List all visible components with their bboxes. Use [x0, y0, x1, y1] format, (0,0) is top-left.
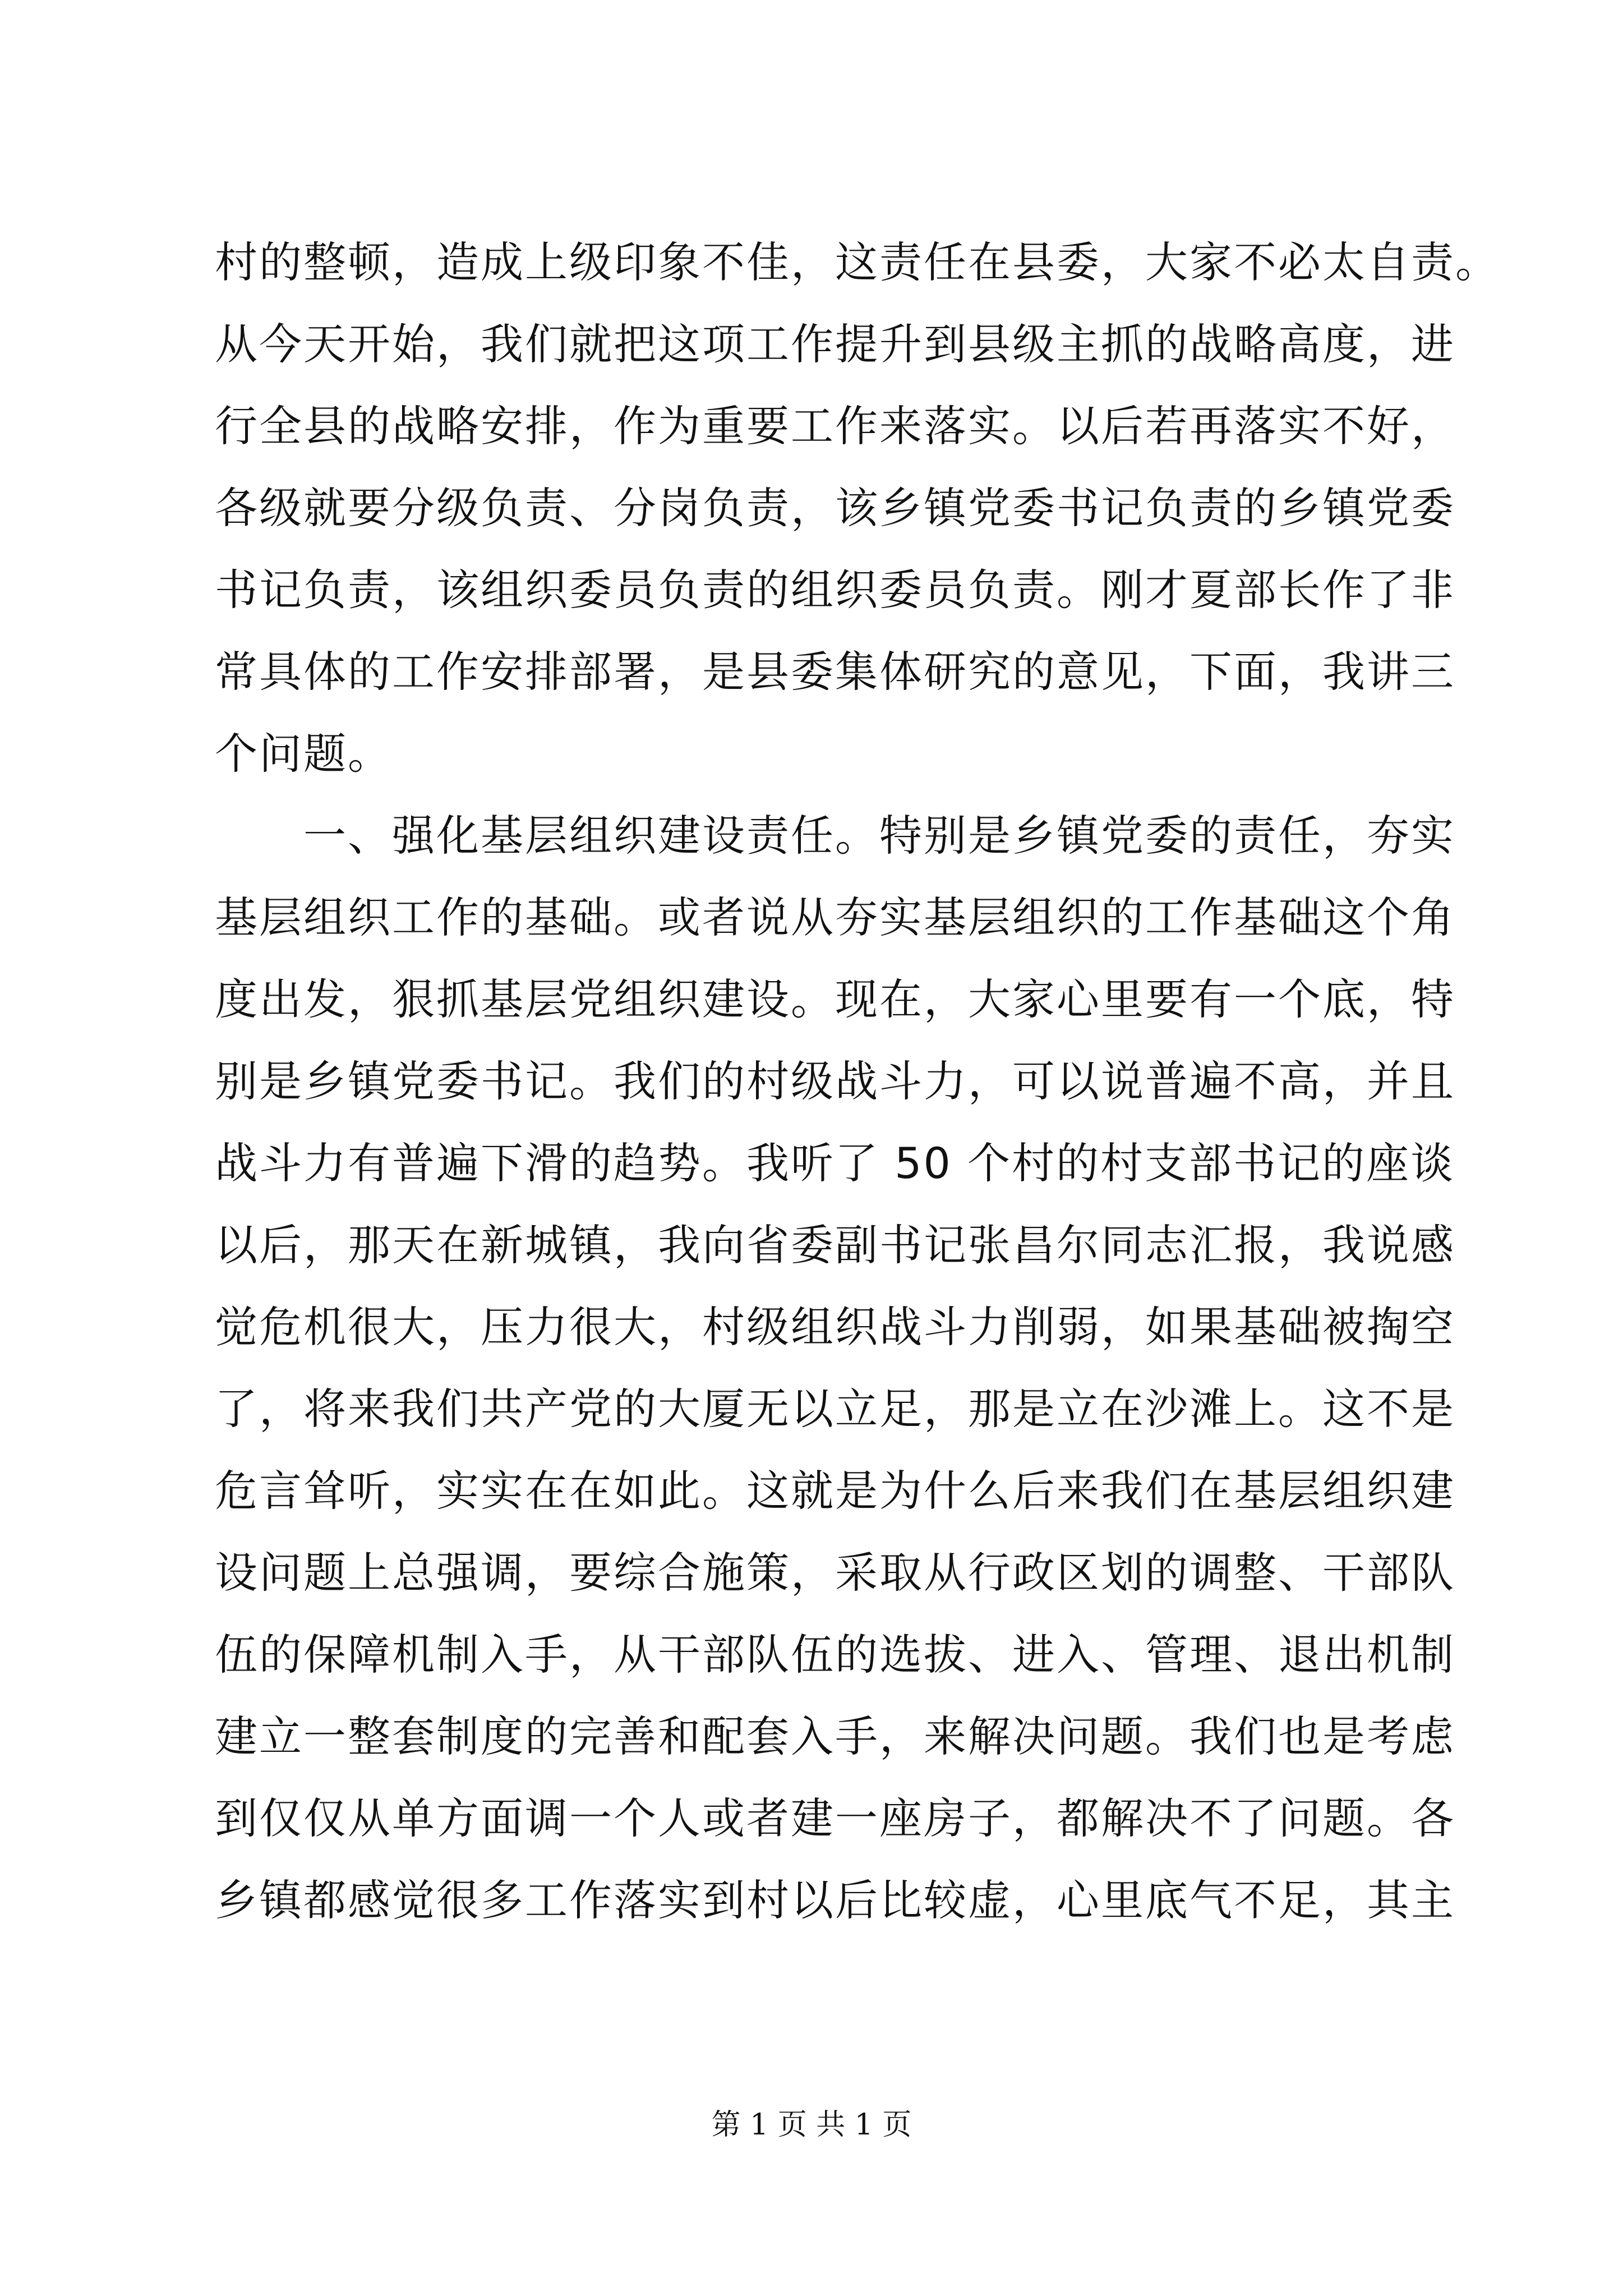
text-line-8: 一、强化基层组织建设责任。特别是乡镇党委的责任，夯实	[215, 811, 1455, 861]
body-text	[215, 222, 1500, 1941]
text-line-1: 村的整顿，造成上级印象不佳，这责任在县委，大家不必太自责。	[215, 237, 1500, 287]
text-line-15: 了，将来我们共产党的大厦无以立足，那是立在沙滩上。这不是	[215, 1384, 1455, 1434]
text-line-16: 危言耸听，实实在在如此。这就是为什么后来我们在基层组织建	[215, 1466, 1455, 1516]
text-line-18: 伍的保障机制入手，从干部队伍的选拔、进入、管理、退出机制	[215, 1630, 1455, 1680]
text-line-17: 设问题上总强调，要综合施策，采取从行政区划的调整、干部队	[215, 1548, 1455, 1598]
text-line-21: 乡镇都感觉很多工作落实到村以后比较虚，心里底气不足，其主	[215, 1875, 1455, 1925]
text-line-11: 别是乡镇党委书记。我们的村级战斗力，可以说普遍不高，并且	[215, 1056, 1455, 1106]
text-line-9: 基层组织工作的基础。或者说从夯实基层组织的工作基础这个角	[215, 892, 1455, 942]
text-line-20: 到仅仅从单方面调一个人或者建一座房子，都解决不了问题。各	[215, 1793, 1455, 1843]
text-line-14: 觉危机很大，压力很大，村级组织战斗力削弱，如果基础被掏空	[215, 1302, 1455, 1352]
text-line-13: 以后，那天在新城镇，我向省委副书记张昌尔同志汇报，我说感	[215, 1220, 1455, 1270]
text-line-12: 战斗力有普遍下滑的趋势。我听了 50 个村的村支部书记的座谈	[215, 1138, 1455, 1188]
text-line-6: 常具体的工作安排部署，是县委集体研究的意见，下面，我讲三	[215, 647, 1455, 697]
text-line-19: 建立一整套制度的完善和配套入手，来解决问题。我们也是考虑	[215, 1711, 1455, 1761]
text-line-10: 度出发，狠抓基层党组织建设。现在，大家心里要有一个底，特	[215, 974, 1455, 1024]
text-line-5: 书记负责，该组织委员负责的组织委员负责。刚才夏部长作了非	[215, 565, 1455, 615]
text-line-2: 从今天开始，我们就把这项工作提升到县级主抓的战略高度，进	[215, 319, 1455, 369]
text-line-7: 个问题。	[215, 729, 392, 779]
text-line-3: 行全县的战略安排，作为重要工作来落实。以后若再落实不好，	[215, 401, 1455, 451]
page-footer: 第 1 页 共 1 页	[711, 2108, 912, 2142]
text-line-4: 各级就要分级负责、分岗负责，该乡镇党委书记负责的乡镇党委	[215, 483, 1455, 533]
